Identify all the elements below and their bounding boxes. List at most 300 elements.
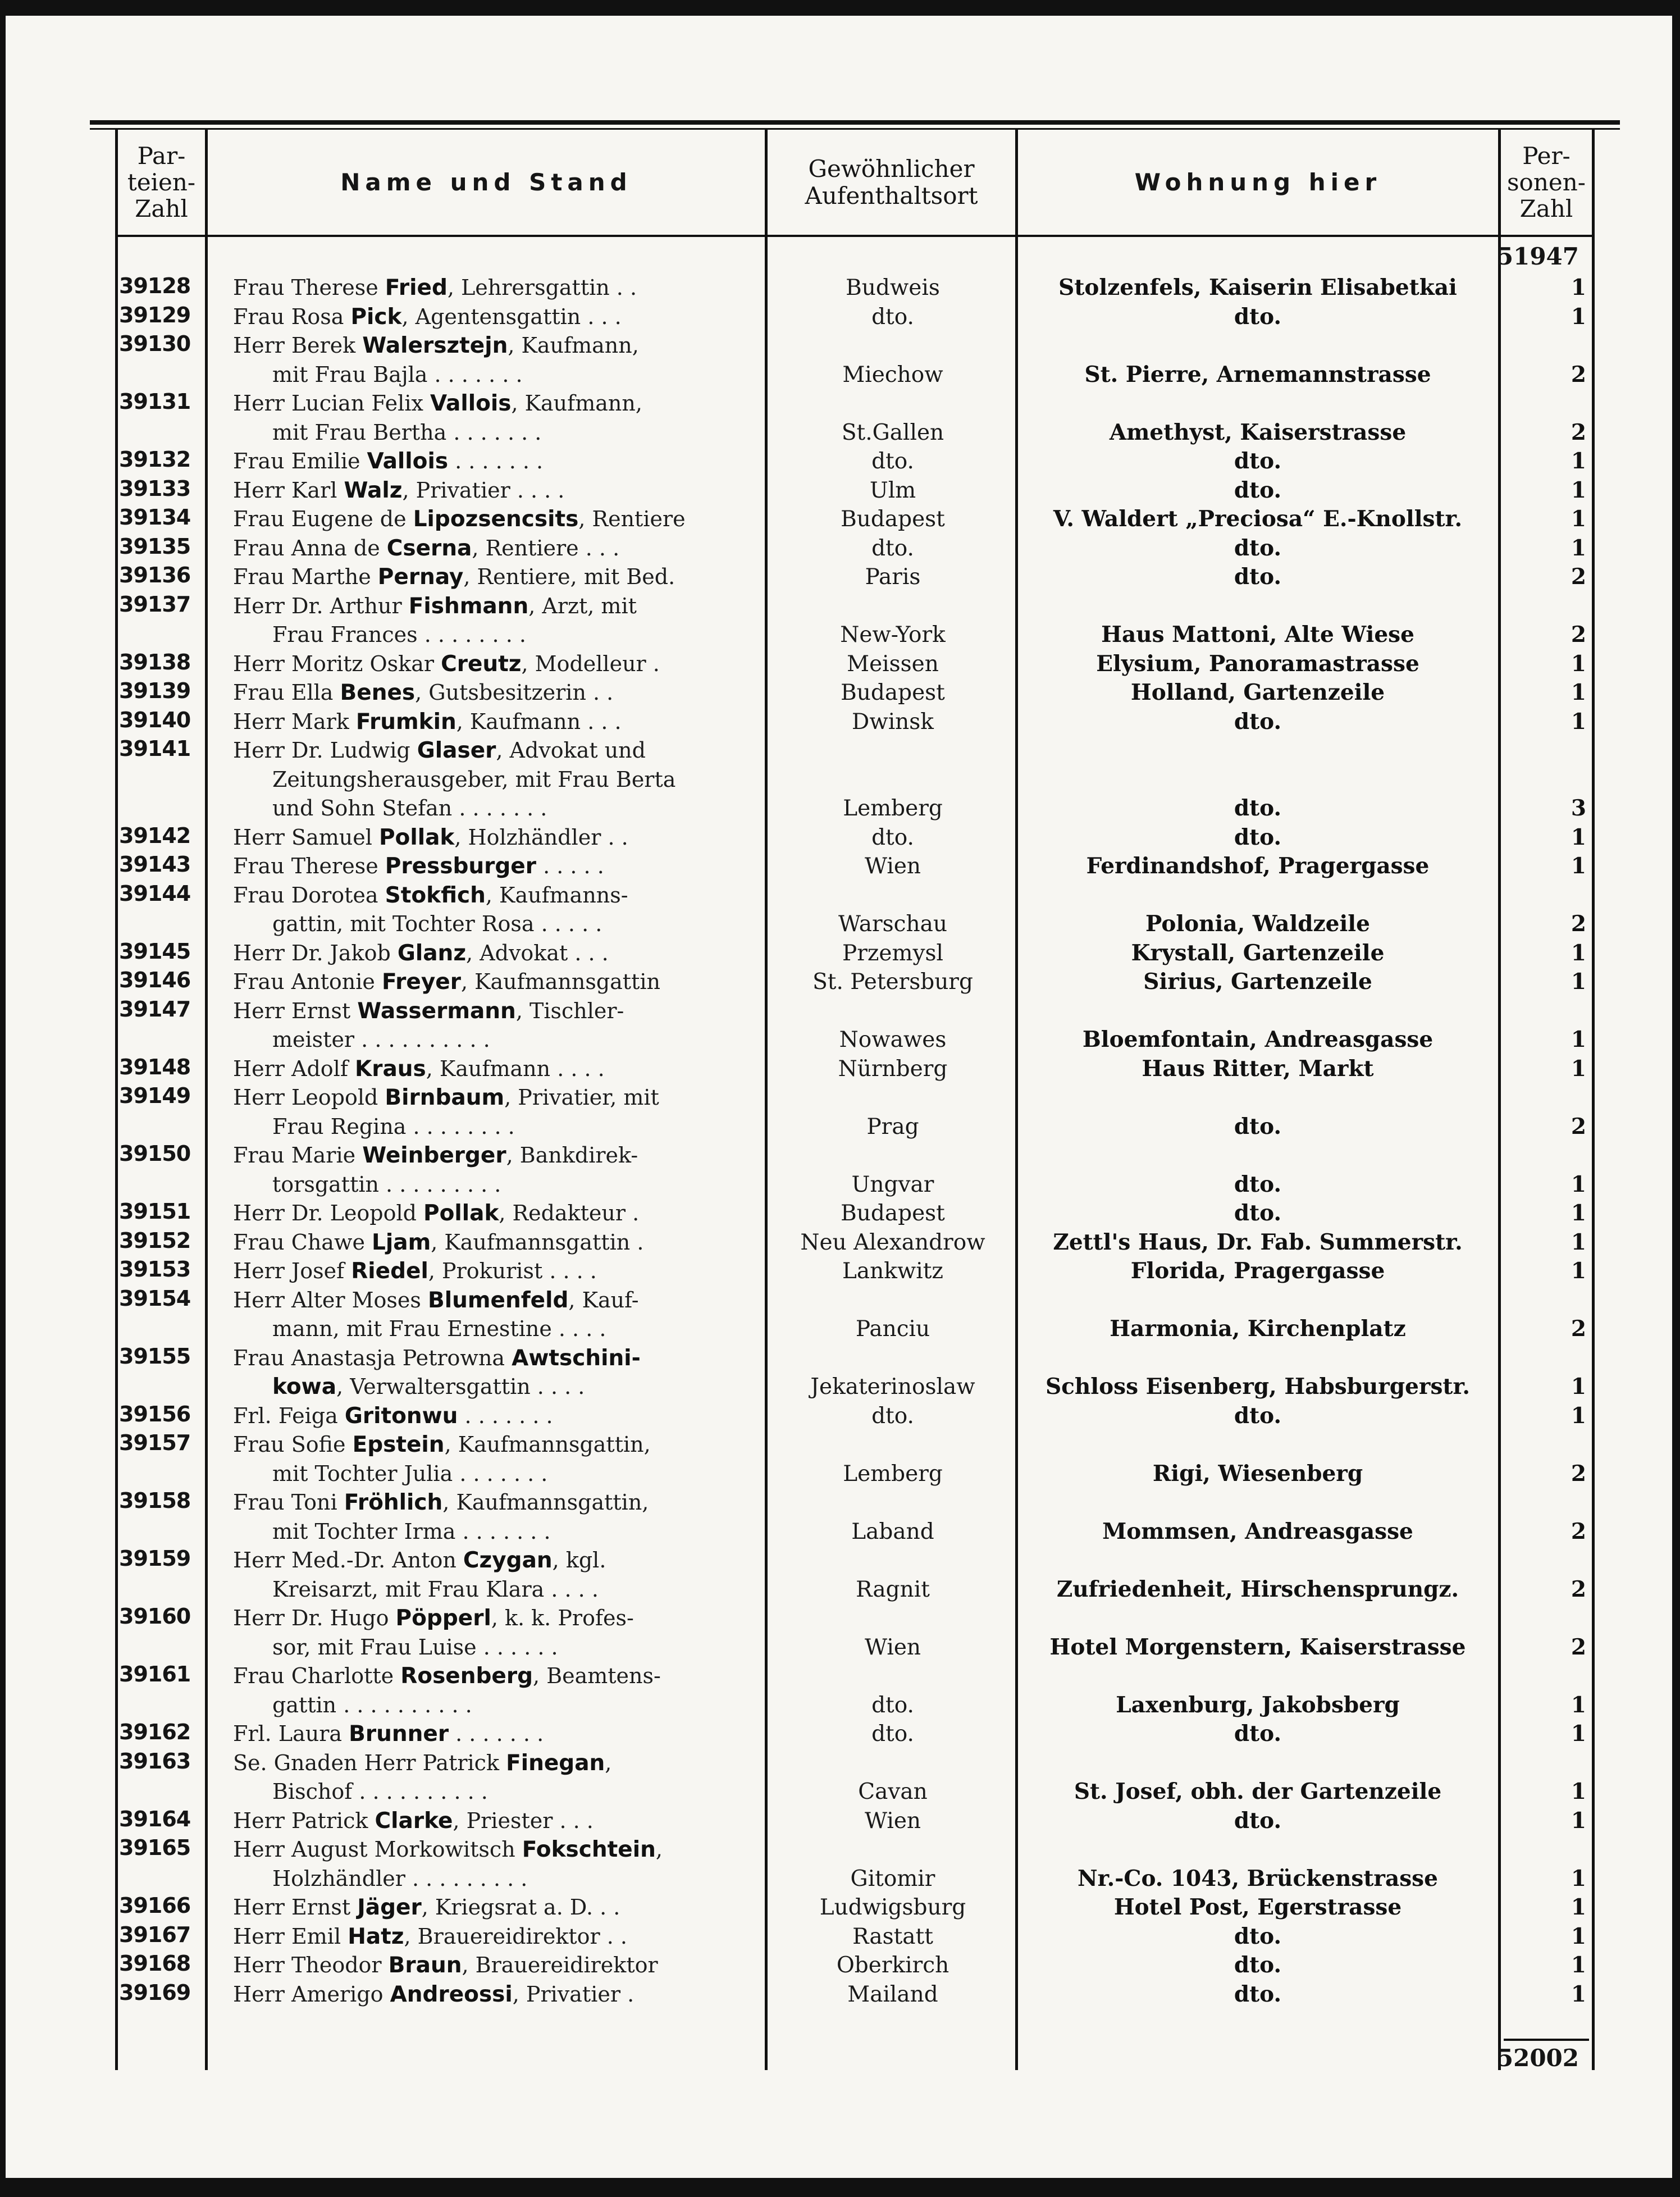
name-text: , Beamtens- <box>533 1663 661 1688</box>
name-text: mit Frau Bertha . . . . . . . <box>272 420 542 445</box>
name-line <box>233 389 758 418</box>
name-line <box>233 1257 758 1286</box>
aufenthaltsort: Wien <box>864 1808 921 1834</box>
personen-zahl: 2 <box>1571 1316 1586 1342</box>
name-und-stand <box>233 1546 758 1604</box>
name-line <box>233 1170 758 1200</box>
name-line <box>233 1228 758 1257</box>
personen-zahl: 1 <box>1571 1402 1586 1429</box>
name-text: sor, mit Frau Luise . . . . . . <box>272 1634 558 1660</box>
name-text: Frau Dorotea <box>233 882 385 908</box>
parteien-zahl: 39151 <box>119 1199 191 1224</box>
name-text: , Kaufmann, <box>508 333 639 358</box>
wohnung: Krystall, Gartenzeile <box>1131 940 1385 966</box>
name-line <box>233 1113 758 1142</box>
wohnung: dto. <box>1234 303 1282 330</box>
personen-zahl: 2 <box>1571 1576 1586 1602</box>
personen-zahl: 1 <box>1571 1374 1586 1400</box>
name-text: , Kaufmanns- <box>485 882 628 908</box>
wohnung: dto. <box>1234 795 1282 821</box>
name-text: torsgattin . . . . . . . . . <box>272 1172 501 1197</box>
wohnung: Florida, Pragergasse <box>1130 1258 1385 1284</box>
name-text: Frau Marthe <box>233 564 378 589</box>
aufenthaltsort: Oberkirch <box>836 1953 949 1978</box>
table-row <box>0 1344 1680 1402</box>
surname: Clarke <box>375 1808 453 1834</box>
name-und-stand <box>233 1199 758 1228</box>
name-line <box>233 563 758 592</box>
wohnung: V. Waldert „Preciosa“ E.-Knollstr. <box>1053 506 1463 532</box>
surname: Blumenfeld <box>428 1287 569 1313</box>
name-line <box>233 1893 758 1922</box>
personen-zahl: 2 <box>1571 564 1586 590</box>
name-und-stand <box>233 1749 758 1807</box>
name-und-stand <box>233 1083 758 1141</box>
name-text: , Agentensgattin . . . <box>401 304 622 329</box>
table-row <box>0 881 1680 939</box>
table-row <box>0 505 1680 534</box>
wohnung: Nr.-Co. 1043, Brückenstrasse <box>1078 1865 1438 1891</box>
name-text: Frau Therese <box>233 275 385 300</box>
name-und-stand <box>233 1604 758 1662</box>
name-line <box>233 418 758 448</box>
aufenthaltsort: dto. <box>871 1721 914 1747</box>
name-text: Frau Frances . . . . . . . . <box>272 622 526 647</box>
aufenthaltsort: Wien <box>864 1634 921 1660</box>
surname: Benes <box>340 680 416 705</box>
aufenthaltsort: Mailand <box>847 1981 938 2007</box>
name-text: Herr Dr. Arthur <box>233 593 409 618</box>
name-und-stand <box>233 534 758 563</box>
table-row <box>0 1951 1680 1980</box>
table-row <box>0 1749 1680 1807</box>
name-text: mann, mit Frau Ernestine . . . . <box>272 1316 606 1341</box>
name-und-stand <box>233 1662 758 1720</box>
name-text: Herr Josef <box>233 1259 351 1283</box>
aufenthaltsort: dto. <box>871 304 914 330</box>
wohnung: dto. <box>1234 1171 1282 1197</box>
aufenthaltsort: Gitomir <box>850 1866 935 1891</box>
personen-zahl: 1 <box>1571 1923 1586 1949</box>
name-line <box>233 1604 758 1633</box>
name-line <box>233 650 758 679</box>
name-line <box>233 1835 758 1865</box>
aufenthaltsort: Lemberg <box>843 796 943 821</box>
parteien-zahl: 39147 <box>119 996 191 1022</box>
name-text: , Privatier, mit <box>504 1085 659 1110</box>
parteien-zahl: 39145 <box>119 938 191 964</box>
wohnung: Rigi, Wiesenberg <box>1152 1460 1363 1487</box>
wohnung: St. Pierre, Arnemannstrasse <box>1084 361 1431 388</box>
personen-zahl: 1 <box>1571 708 1586 735</box>
surname: Ljam <box>372 1229 431 1255</box>
personen-zahl: 1 <box>1571 680 1586 705</box>
wohnung: Holland, Gartenzeile <box>1130 680 1385 705</box>
parteien-zahl: 39157 <box>119 1430 191 1455</box>
wohnung: Mommsen, Andreasgasse <box>1102 1518 1413 1544</box>
name-und-stand <box>233 447 758 476</box>
name-und-stand <box>233 592 758 650</box>
name-text: , kgl. <box>552 1548 606 1572</box>
name-text: , Arzt, mit <box>528 593 637 618</box>
table-row <box>0 331 1680 389</box>
name-line <box>233 505 758 534</box>
name-line <box>233 592 758 621</box>
table-row <box>0 823 1680 853</box>
surname: Jäger <box>357 1895 422 1920</box>
name-text: Frau Marie <box>233 1143 363 1168</box>
wohnung: dto. <box>1234 1952 1282 1978</box>
surname: Braun <box>388 1953 462 1978</box>
name-text: Herr Amerigo <box>233 1981 390 2007</box>
name-text: Herr Dr. Jakob <box>233 940 398 965</box>
surname: Walersztejn <box>362 333 508 358</box>
name-text: , Kaufmannsgattin, <box>442 1490 649 1515</box>
name-text: , Privatier . . . . <box>402 477 565 503</box>
aufenthaltsort: Dwinsk <box>852 709 934 735</box>
aufenthaltsort: Ragnit <box>856 1576 930 1602</box>
name-text: Herr Moritz Oskar <box>233 651 441 676</box>
surname: Glanz <box>397 940 467 966</box>
table-row <box>0 1402 1680 1431</box>
name-line <box>233 1025 758 1055</box>
name-text: , Advokat und <box>496 738 646 763</box>
aufenthaltsort: dto. <box>871 824 914 850</box>
personen-zahl: 1 <box>1571 1027 1586 1052</box>
header-aufenthaltsort: Gewöhnlicher Aufenthaltsort <box>805 155 978 209</box>
name-und-stand <box>233 1344 758 1402</box>
surname: Hatz <box>348 1923 404 1949</box>
personen-zahl: 1 <box>1571 650 1586 677</box>
personen-zahl: 1 <box>1571 1258 1586 1284</box>
wohnung: dto. <box>1234 708 1282 735</box>
carried-over-total: 51947 <box>1496 243 1579 270</box>
name-text: , Lehrersgattin . . <box>447 275 637 300</box>
name-und-stand <box>233 1286 758 1344</box>
name-und-stand <box>233 303 758 332</box>
surname: Cserna <box>386 535 472 561</box>
parteien-zahl: 39166 <box>119 1893 191 1918</box>
parteien-zahl: 39149 <box>119 1083 191 1108</box>
table-row <box>0 389 1680 447</box>
name-text: Herr Leopold <box>233 1085 385 1110</box>
table-row <box>0 563 1680 592</box>
total-rule <box>1504 2039 1589 2041</box>
name-text: , <box>655 1837 663 1862</box>
table-row <box>0 1055 1680 1084</box>
parteien-zahl: 39163 <box>119 1748 191 1774</box>
personen-zahl: 1 <box>1571 1952 1586 1978</box>
final-total: 52002 <box>1496 2044 1579 2072</box>
aufenthaltsort: dto. <box>871 535 914 561</box>
table-row <box>0 1228 1680 1257</box>
wohnung: dto. <box>1234 448 1282 474</box>
personen-zahl: 3 <box>1571 795 1586 821</box>
table-row <box>0 968 1680 997</box>
name-line <box>233 476 758 505</box>
parteien-zahl: 39162 <box>119 1720 191 1744</box>
name-text: gattin . . . . . . . . . . <box>272 1692 472 1717</box>
name-line <box>233 1199 758 1228</box>
name-text: Holzhändler . . . . . . . . . <box>272 1866 528 1891</box>
parteien-zahl: 39140 <box>119 707 191 732</box>
name-text: Frau Antonie <box>233 969 382 994</box>
name-line <box>233 1951 758 1980</box>
name-und-stand <box>233 736 758 823</box>
wohnung: Zufriedenheit, Hirschensprungz. <box>1056 1576 1459 1602</box>
personen-zahl: 1 <box>1571 303 1586 330</box>
aufenthaltsort: Lemberg <box>843 1461 943 1487</box>
aufenthaltsort: Jekaterinoslaw <box>810 1374 975 1400</box>
surname: Gritonwu <box>344 1403 458 1429</box>
table-row <box>0 997 1680 1055</box>
name-text: Frau Toni <box>233 1490 344 1515</box>
name-line <box>233 910 758 939</box>
personen-zahl: 1 <box>1571 1807 1586 1834</box>
name-text: , Kaufmann . . . <box>456 709 622 734</box>
personen-zahl: 1 <box>1571 824 1586 850</box>
name-und-stand <box>233 1141 758 1199</box>
name-und-stand <box>233 1893 758 1922</box>
name-line <box>233 1691 758 1720</box>
table-row <box>0 1604 1680 1662</box>
surname: Pollak <box>423 1201 499 1226</box>
personen-zahl: 1 <box>1571 940 1586 966</box>
personen-zahl: 1 <box>1571 1981 1586 2007</box>
name-text: Herr Ernst <box>233 998 358 1023</box>
top-rule-thick <box>90 120 1620 125</box>
name-line <box>233 1460 758 1489</box>
name-text: Herr Theodor <box>233 1953 389 1977</box>
name-text: mit Tochter Irma . . . . . . . <box>272 1519 551 1544</box>
aufenthaltsort: Prag <box>866 1114 919 1139</box>
parteien-zahl: 39139 <box>119 678 191 703</box>
name-text: , Brauereidirektor <box>462 1953 658 1977</box>
name-line <box>233 1402 758 1431</box>
wohnung: Haus Ritter, Markt <box>1142 1055 1374 1082</box>
table-row <box>0 650 1680 679</box>
name-line <box>233 1865 758 1894</box>
parteien-zahl: 39158 <box>119 1488 191 1513</box>
surname: Pernay <box>377 564 464 590</box>
parteien-zahl: 39136 <box>119 563 191 587</box>
parteien-zahl: 39165 <box>119 1835 191 1860</box>
surname: Pöpperl <box>395 1606 491 1631</box>
name-line <box>233 331 758 361</box>
name-text: , Rentiere <box>578 507 686 531</box>
surname: Andreossi <box>390 1981 513 2007</box>
personen-zahl: 1 <box>1571 275 1586 300</box>
aufenthaltsort: dto. <box>871 1692 914 1718</box>
header-rule <box>115 235 1595 237</box>
name-text: Herr Patrick <box>233 1808 375 1833</box>
parteien-zahl: 39132 <box>119 447 191 472</box>
wohnung: Zettl's Haus, Dr. Fab. Summerstr. <box>1053 1229 1463 1255</box>
name-und-stand <box>233 331 758 389</box>
table-row <box>0 476 1680 505</box>
name-text: Frau Eugene de <box>233 507 413 531</box>
name-und-stand <box>233 389 758 447</box>
table-row <box>0 1199 1680 1228</box>
wohnung: dto. <box>1234 535 1282 561</box>
personen-zahl: 1 <box>1571 1721 1586 1747</box>
name-line <box>233 1286 758 1315</box>
name-text: mit Tochter Julia . . . . . . . <box>272 1461 548 1486</box>
personen-zahl: 2 <box>1571 1113 1586 1139</box>
name-und-stand <box>233 678 758 708</box>
surname: Fried <box>385 275 448 300</box>
surname: Wassermann <box>357 998 516 1024</box>
table-row <box>0 1922 1680 1952</box>
name-und-stand <box>233 1430 758 1488</box>
name-und-stand <box>233 1055 758 1084</box>
aufenthaltsort: Laband <box>851 1519 934 1544</box>
aufenthaltsort: Ludwigsburg <box>819 1895 966 1920</box>
surname: Frumkin <box>355 709 456 735</box>
name-line <box>233 1922 758 1952</box>
parteien-zahl: 39133 <box>119 476 191 501</box>
name-line <box>233 1546 758 1575</box>
name-line <box>233 765 758 795</box>
parteien-zahl: 39154 <box>119 1286 191 1311</box>
name-line <box>233 621 758 650</box>
surname: Riedel <box>351 1259 428 1284</box>
name-text: Herr Med.-Dr. Anton <box>233 1548 463 1572</box>
aufenthaltsort: Budapest <box>841 1201 945 1226</box>
personen-zahl: 1 <box>1571 1200 1586 1226</box>
name-text: , Prokurist . . . . <box>428 1259 597 1283</box>
name-text: , Rentiere, mit Bed. <box>463 564 675 589</box>
table-row <box>0 1286 1680 1344</box>
table-row <box>0 1893 1680 1922</box>
parteien-zahl: 39167 <box>119 1922 191 1947</box>
name-line <box>233 1575 758 1605</box>
surname: Kraus <box>354 1056 426 1082</box>
parteien-zahl: 39160 <box>119 1604 191 1629</box>
table-row <box>0 1720 1680 1749</box>
name-und-stand <box>233 1402 758 1431</box>
name-und-stand <box>233 939 758 968</box>
name-line <box>233 447 758 476</box>
parteien-zahl: 39153 <box>119 1257 191 1282</box>
name-und-stand <box>233 650 758 679</box>
table-row <box>0 592 1680 650</box>
wohnung: Sirius, Gartenzeile <box>1143 969 1372 995</box>
scan-edge-top <box>0 0 1680 16</box>
header-wohnung-hier: Wohnung hier <box>1134 168 1382 196</box>
surname: Awtschini- <box>512 1345 641 1371</box>
name-line <box>233 274 758 303</box>
parteien-zahl: 39155 <box>119 1343 191 1369</box>
name-text: , Holzhändler . . <box>454 824 628 850</box>
wohnung: dto. <box>1234 477 1282 503</box>
name-text: Frau Emilie <box>233 449 367 473</box>
surname: Walz <box>344 477 403 503</box>
table-row <box>0 736 1680 823</box>
name-line <box>233 1517 758 1547</box>
table-row <box>0 678 1680 708</box>
surname: Pollak <box>378 824 455 850</box>
table-row <box>0 708 1680 737</box>
personen-zahl: 2 <box>1571 1518 1586 1544</box>
table-row <box>0 1835 1680 1893</box>
name-und-stand <box>233 274 758 303</box>
parteien-zahl: 39137 <box>119 591 191 617</box>
wohnung: Ferdinandshof, Pragergasse <box>1086 853 1430 879</box>
name-line <box>233 1633 758 1662</box>
name-text: Frau Chawe <box>233 1229 372 1255</box>
name-line <box>233 1662 758 1691</box>
aufenthaltsort: Budapest <box>841 680 945 705</box>
name-text: , Rentiere . . . <box>472 535 620 560</box>
surname: kowa <box>272 1374 337 1400</box>
parteien-zahl: 39159 <box>119 1546 191 1571</box>
parteien-zahl: 39141 <box>119 736 191 761</box>
header-personen-zahl: Per- sonen- Zahl <box>1507 142 1586 223</box>
personen-zahl: 1 <box>1571 1894 1586 1920</box>
name-text: Herr Dr. Hugo <box>233 1606 396 1630</box>
name-text: , Gutsbesitzerin . . <box>415 680 614 705</box>
parteien-zahl: 39135 <box>119 534 191 559</box>
wohnung: dto. <box>1234 1402 1282 1429</box>
surname: Freyer <box>382 969 461 995</box>
personen-zahl: 1 <box>1571 535 1586 561</box>
name-text: Frl. Feiga <box>233 1403 345 1428</box>
aufenthaltsort: Ulm <box>869 477 916 503</box>
name-line <box>233 1488 758 1517</box>
name-text: gattin, mit Tochter Rosa . . . . . <box>272 911 602 936</box>
aufenthaltsort: Ungvar <box>851 1172 934 1197</box>
wohnung: dto. <box>1234 1807 1282 1834</box>
surname: Birnbaum <box>385 1085 505 1110</box>
aufenthaltsort: Wien <box>864 854 921 879</box>
aufenthaltsort: Rastatt <box>852 1923 933 1949</box>
table-row <box>0 1546 1680 1604</box>
personen-zahl: 1 <box>1571 1692 1586 1718</box>
name-text: Herr Berek <box>233 333 363 358</box>
aufenthaltsort: Budapest <box>841 507 945 532</box>
name-und-stand <box>233 1257 758 1286</box>
aufenthaltsort: dto. <box>871 1403 914 1429</box>
table-row <box>0 1807 1680 1836</box>
name-text: , Advokat . . . <box>466 940 609 965</box>
name-text: Herr Dr. Ludwig <box>233 738 417 763</box>
name-text: , Verwaltersgattin . . . . <box>336 1374 585 1399</box>
personen-zahl: 1 <box>1571 969 1586 995</box>
personen-zahl: 2 <box>1571 361 1586 388</box>
surname: Fokschtein <box>522 1837 656 1862</box>
name-text: und Sohn Stefan . . . . . . . <box>272 796 547 821</box>
header-parteien-zahl: Par- teien- Zahl <box>127 142 196 223</box>
personen-zahl: 1 <box>1571 477 1586 503</box>
personen-zahl: 1 <box>1571 1865 1586 1891</box>
parteien-zahl: 39168 <box>119 1951 191 1976</box>
aufenthaltsort: Budweis <box>846 275 940 300</box>
name-text: Zeitungsherausgeber, mit Frau Berta <box>272 767 676 792</box>
wohnung: Bloemfontain, Andreasgasse <box>1082 1027 1434 1052</box>
table-row <box>0 447 1680 476</box>
name-und-stand <box>233 1228 758 1257</box>
aufenthaltsort: Lankwitz <box>842 1259 943 1284</box>
wohnung: St. Josef, obh. der Gartenzeile <box>1074 1779 1442 1804</box>
table-row <box>0 303 1680 332</box>
name-line <box>233 1083 758 1113</box>
personen-zahl: 2 <box>1571 419 1586 445</box>
table-row <box>0 939 1680 968</box>
parteien-zahl: 39169 <box>119 1980 191 2005</box>
table-row <box>0 534 1680 563</box>
name-text: Herr Emil <box>233 1923 348 1949</box>
